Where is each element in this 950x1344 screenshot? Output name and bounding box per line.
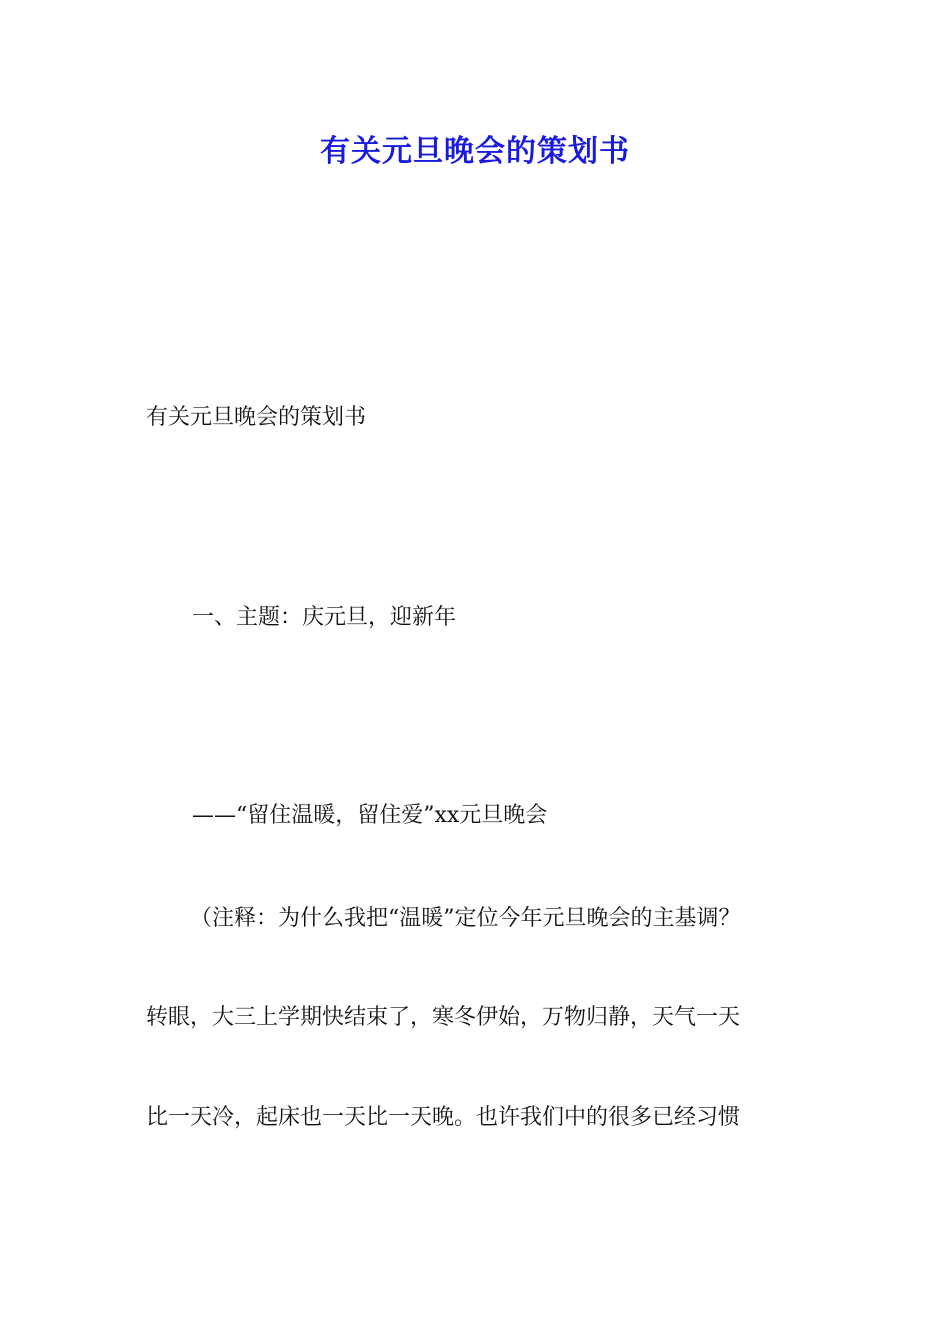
paragraph-theme: 一、主题：庆元旦，迎新年 [192, 605, 457, 630]
paragraph-heading: 有关元旦晚会的策划书 [146, 405, 367, 430]
paragraph-note: （注释：为什么我把“温暖”定位今年元旦晚会的主基调？ [190, 906, 741, 931]
paragraph-subtitle: ——“留住温暖，留住爱”xx元旦晚会 [192, 803, 548, 828]
paragraph-body-line-1: 转眼，大三上学期快结束了，寒冬伊始，万物归静，天气一天 [146, 1005, 741, 1030]
paragraph-body-line-2: 比一天冷，起床也一天比一天晚。也许我们中的很多已经习惯 [146, 1105, 741, 1130]
document-title: 有关元旦晚会的策划书 [320, 134, 630, 169]
